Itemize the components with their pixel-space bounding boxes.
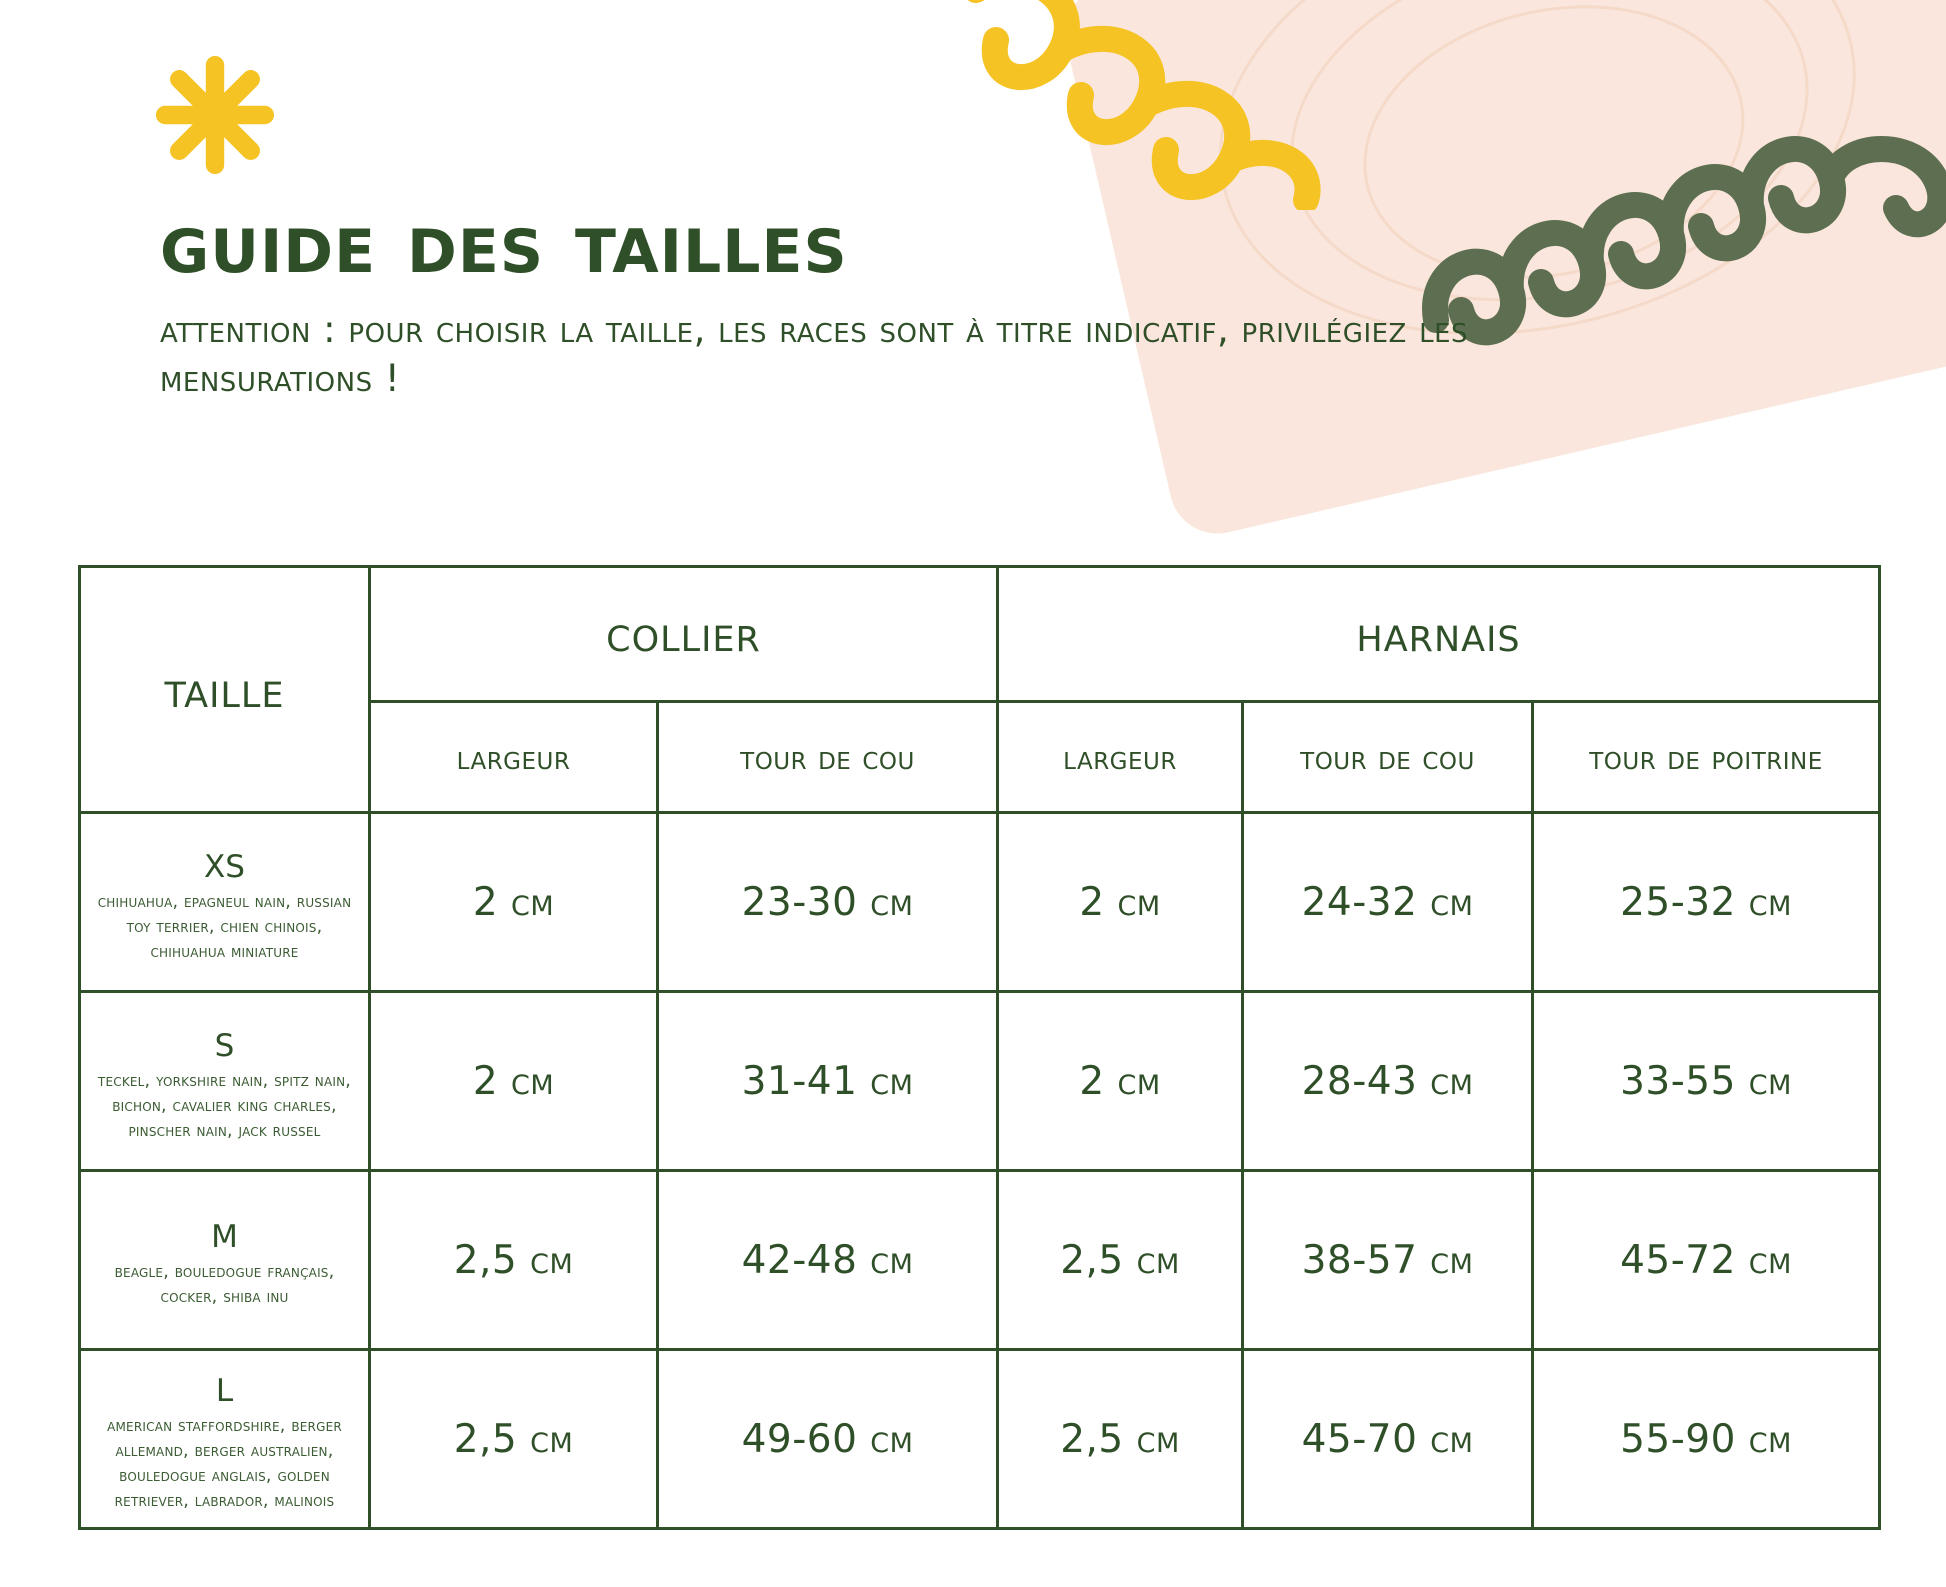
- size-breeds: beagle, bouledogue français, cocker, shiba inu: [114, 1262, 335, 1308]
- size-letter: s: [214, 1015, 235, 1067]
- table-row: [80, 813, 1880, 992]
- size-guide-table-wrapper: [78, 565, 1878, 1530]
- cell-harnais-tour-de-poitrine: 45-72 cm: [1533, 1171, 1880, 1350]
- cell-harnais-largeur: 2 cm: [998, 992, 1243, 1171]
- size-letter: m: [211, 1207, 238, 1259]
- cell-harnais-tour-de-poitrine: 25-32 cm: [1533, 813, 1880, 992]
- size-cell: [80, 1350, 370, 1529]
- column-header-harnais-tour-de-cou: tour de cou: [1243, 702, 1533, 813]
- cell-harnais-largeur: 2,5 cm: [998, 1171, 1243, 1350]
- cell-harnais-tour-de-cou: 45-70 cm: [1243, 1350, 1533, 1529]
- column-header-collier-largeur: largeur: [370, 702, 658, 813]
- page-title: guide des tailles: [160, 193, 848, 293]
- size-letter: l: [215, 1361, 234, 1413]
- cell-harnais-tour-de-cou: 28-43 cm: [1243, 992, 1533, 1171]
- column-header-harnais-tour-de-poitrine: tour de poitrine: [1533, 702, 1880, 813]
- cell-harnais-tour-de-poitrine: 55-90 cm: [1533, 1350, 1880, 1529]
- asterisk-icon: [150, 50, 280, 180]
- cell-harnais-tour-de-poitrine: 33-55 cm: [1533, 992, 1880, 1171]
- page-header: [160, 193, 1560, 403]
- column-header-collier: collier: [370, 567, 998, 702]
- size-breeds: teckel, yorkshire nain, spitz nain, bichon, cavalier king charles, pinscher nain, jack russel: [97, 1070, 352, 1141]
- size-guide-table: [78, 565, 1881, 1530]
- size-cell: [80, 813, 370, 992]
- size-cell: [80, 1171, 370, 1350]
- cell-collier-tour-de-cou: 49-60 cm: [658, 1350, 998, 1529]
- column-header-collier-tour-de-cou: tour de cou: [658, 702, 998, 813]
- cell-collier-largeur: 2,5 cm: [370, 1171, 658, 1350]
- cell-collier-tour-de-cou: 42-48 cm: [658, 1171, 998, 1350]
- size-breeds: chihuahua, epagneul nain, russian toy terrier, chien chinois, chihuahua miniature: [97, 891, 352, 962]
- cell-harnais-largeur: 2,5 cm: [998, 1350, 1243, 1529]
- table-row: [80, 1350, 1880, 1529]
- page-subtitle: attention : pour choisir la taille, les races sont à titre indicatif, privilégiez les mensurations !: [160, 307, 1469, 400]
- cell-collier-largeur: 2 cm: [370, 813, 658, 992]
- cell-harnais-tour-de-cou: 38-57 cm: [1243, 1171, 1533, 1350]
- cell-harnais-tour-de-cou: 24-32 cm: [1243, 813, 1533, 992]
- cell-collier-tour-de-cou: 31-41 cm: [658, 992, 998, 1171]
- size-cell: [80, 992, 370, 1171]
- size-letter: xs: [204, 836, 245, 888]
- cell-collier-tour-de-cou: 23-30 cm: [658, 813, 998, 992]
- size-breeds: american staffordshire, berger allemand, berger australien, bouledogue anglais, golden retriever, labrador, malinois: [107, 1416, 342, 1511]
- cell-collier-largeur: 2 cm: [370, 992, 658, 1171]
- column-header-taille: taille: [80, 567, 370, 813]
- cell-collier-largeur: 2,5 cm: [370, 1350, 658, 1529]
- cell-harnais-largeur: 2 cm: [998, 813, 1243, 992]
- column-header-harnais: harnais: [998, 567, 1880, 702]
- table-row: [80, 992, 1880, 1171]
- table-row: [80, 1171, 1880, 1350]
- column-header-harnais-largeur: largeur: [998, 702, 1243, 813]
- table-group-header-row: [80, 567, 1880, 702]
- yellow-spiral-decoration: [966, 0, 1326, 210]
